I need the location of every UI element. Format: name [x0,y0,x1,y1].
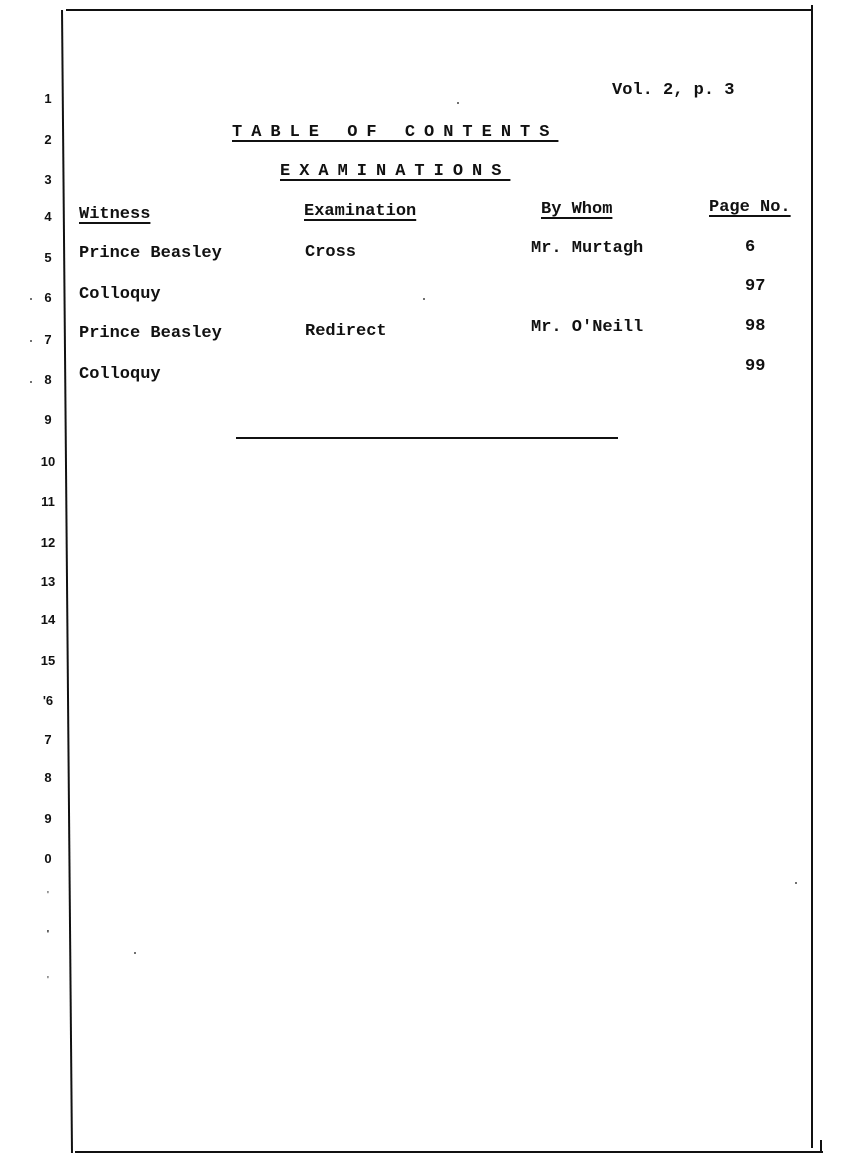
line-number: 4 [44,209,52,224]
column-header-examination: Examination [304,202,417,221]
line-number: 13 [40,574,56,589]
row-1-examination: Cross [305,243,357,262]
row-1-witness: Prince Beasley [79,244,222,263]
line-number: 2 [44,132,52,147]
line-number: 7 [44,732,52,747]
row-3-witness: Prince Beasley [79,324,222,343]
line-number: ' [47,975,49,986]
row-3-examination: Redirect [305,322,387,341]
row-3-page: 98 [745,317,766,336]
row-1-by-whom: Mr. Murtagh [531,239,644,258]
line-number: 14 [40,612,56,627]
page-border-top [66,9,812,11]
line-number: 5 [44,250,52,265]
line-number: 15 [40,653,56,668]
line-number: 0 [44,851,52,866]
scan-speck [134,952,136,954]
page-border-right [811,5,813,1148]
page-border-bottom [75,1151,823,1153]
line-number: 1 [44,91,52,106]
line-number: 9 [44,811,52,826]
line-number: ' [47,890,49,901]
row-2-page: 97 [745,277,766,296]
closing-rule [236,437,618,439]
row-3-by-whom: Mr. O'Neill [531,318,644,337]
line-number: 9 [44,412,52,427]
line-number: 11 [41,494,55,509]
scan-speck [30,340,32,342]
line-number: 7 [44,332,52,347]
line-number: 8 [44,770,52,785]
page-border-left [61,10,73,1153]
row-4-page: 99 [745,357,766,376]
line-number: ' [46,929,50,940]
examinations-subtitle: EXAMINATIONS [280,162,511,181]
line-number: 8 [44,372,52,387]
line-number: 12 [40,535,56,550]
scan-speck [30,381,32,383]
scan-speck [795,882,797,884]
line-number: 6 [44,290,52,305]
column-header-page-no: Page No. [709,198,791,217]
scan-speck [423,298,425,300]
volume-page-label: Vol. 2, p. 3 [612,81,735,100]
row-2-witness: Colloquy [79,285,161,304]
scan-speck [457,102,459,104]
line-number: '6 [42,693,54,708]
row-1-page: 6 [745,238,756,257]
column-header-by-whom: By Whom [541,200,613,219]
scan-speck [30,298,32,300]
line-number: 3 [44,172,52,187]
column-header-witness: Witness [79,205,151,224]
row-4-witness: Colloquy [79,365,161,384]
table-of-contents-title: TABLE OF CONTENTS [232,123,559,142]
line-number: 10 [40,454,56,469]
